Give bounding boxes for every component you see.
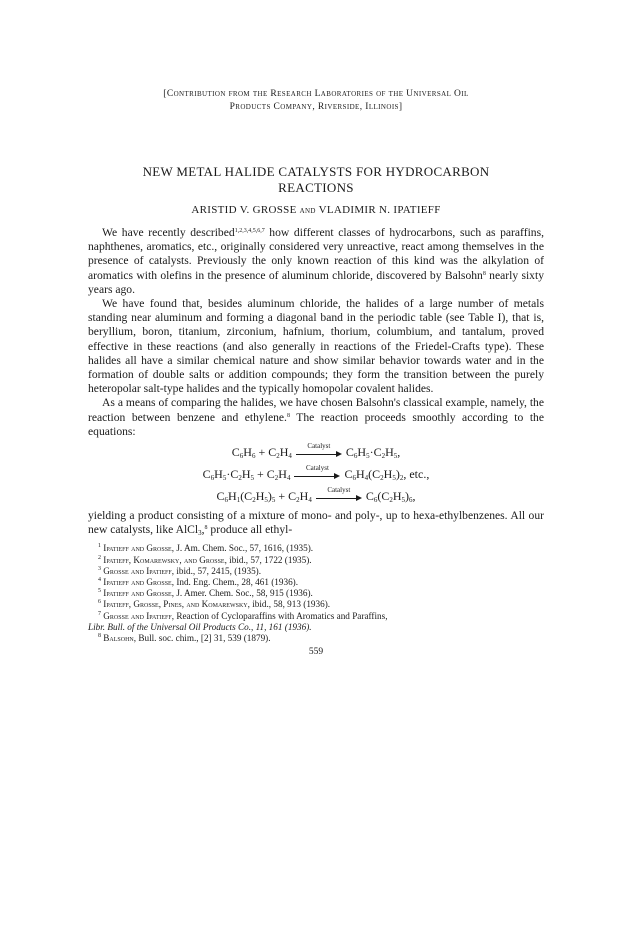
footnote: $^2$ Ipatieff, Komarewsky, and Grosse, ibid., 57, 1722 (1935). xyxy=(98,554,312,565)
body-text xyxy=(88,226,544,537)
footnote: $^4$ Ipatieff and Grosse, Ind. Eng. Chem., 28, 461 (1936). xyxy=(98,577,299,588)
reaction-arrow: Catalyst xyxy=(316,490,362,504)
footnotes xyxy=(88,543,544,644)
reaction-arrow: Catalyst xyxy=(294,468,340,482)
footnote: $^7$ Grosse and Ipatieff, Reaction of Cycloparaffins with Aromatics and Paraffins, xyxy=(98,610,388,621)
reference-superscript: 1,2,3,4,5,6,7 xyxy=(234,228,265,234)
footnote: $^6$ Ipatieff, Grosse, Pines, and Komarewsky, ibid., 58, 913 (1936). xyxy=(98,599,331,610)
equation-3: $C_6H_1(C_2H_5)_5 + C_2H_4$ Catalyst $C_6(C_2H_5)_6$, xyxy=(216,486,416,505)
author-line: ARISTID V. GROSSE and VLADIMIR N. IPATIEFF xyxy=(191,204,441,216)
page-number: 559 xyxy=(308,647,324,658)
paper-page xyxy=(88,88,544,657)
footnote: $^1$ Ipatieff and Grosse, J. Am. Chem. Soc., 57, 1616, (1935). xyxy=(98,543,314,554)
equation-block xyxy=(88,441,544,507)
equation-1: $C_6H_6 + C_2H_4$ Catalyst $C_6H_5\cdot C_2H_5$, xyxy=(231,442,401,461)
reference-superscript: 8 xyxy=(286,412,290,419)
paragraph-1: We have recently described$^{1,2,3,4,5,6,7}$ how different classes of hydrocarbons, such as paraffins, naphthenes, aromatics, etc., originally considered very unreactive, react among themselves in the presence of catalysts. Previously the only known reaction of this kind was the alkylation of aromatics with olefins in the presence of aluminum chloride, discovered by Balsohn$^8$ nearly sixty years ago. xyxy=(88,226,545,296)
reference-superscript: 8 xyxy=(482,270,486,277)
footnote: $^3$ Grosse and Ipatieff, ibid., 57, 2415, (1935). xyxy=(98,565,262,576)
equation-2: $C_6H_5\cdot C_2H_5 + C_2H_4$ Catalyst $C_6H_4(C_2H_5)_2$, etc., xyxy=(202,464,430,483)
contribution-note: [Contribution from the Research Laboratories of the Universal Oil Products Company, Riverside, Illinois] xyxy=(163,89,469,112)
footnote: $^8$ Balsohn, Bull. soc. chim., [2] 31, 539 (1879). xyxy=(98,633,271,644)
paragraph-3: As a means of comparing the halides, we have chosen Balsohn's classical example, namely, the reaction between benzene and ethylene.$^8$ The reaction proceeds smoothly according to the equations: xyxy=(88,396,544,438)
reference-superscript: 8 xyxy=(204,525,208,532)
paragraph-2: We have found that, besides aluminum chloride, the halides of a large number of metals standing near aluminum and forming a diagonal band in the periodic table (see Table I), that is, beryllium, boron, titanium, zirconium, hafnium, thorium, columbium, and tantalum, proved effective in these reactions (and also generally in reactions of the Friedel-Crafts type). These halides all have a similar chemical nature and show similar behavior towards water and in the formation of double salts or addition compounds; they form the transition between the purely heteropolar salt-type halides and the typically homopolar covalent halides. xyxy=(88,297,544,396)
page-title: NEW METAL HALIDE CATALYSTS FOR HYDROCARBON REACTIONS xyxy=(142,164,490,195)
paragraph-4: yielding a product consisting of a mixture of mono- and poly-, up to hexa-ethylbenzenes. All our new catalysts, like AlCl$_3$,$^8$ produce all ethyl- xyxy=(88,509,544,538)
footnote-continuation: Libr. Bull. of the Universal Oil Products Co., 11, 161 (1936). xyxy=(88,621,312,632)
footnote: $^5$ Ipatieff and Grosse, J. Amer. Chem. Soc., 58, 915 (1936). xyxy=(98,588,313,599)
reaction-arrow: Catalyst xyxy=(296,446,342,460)
